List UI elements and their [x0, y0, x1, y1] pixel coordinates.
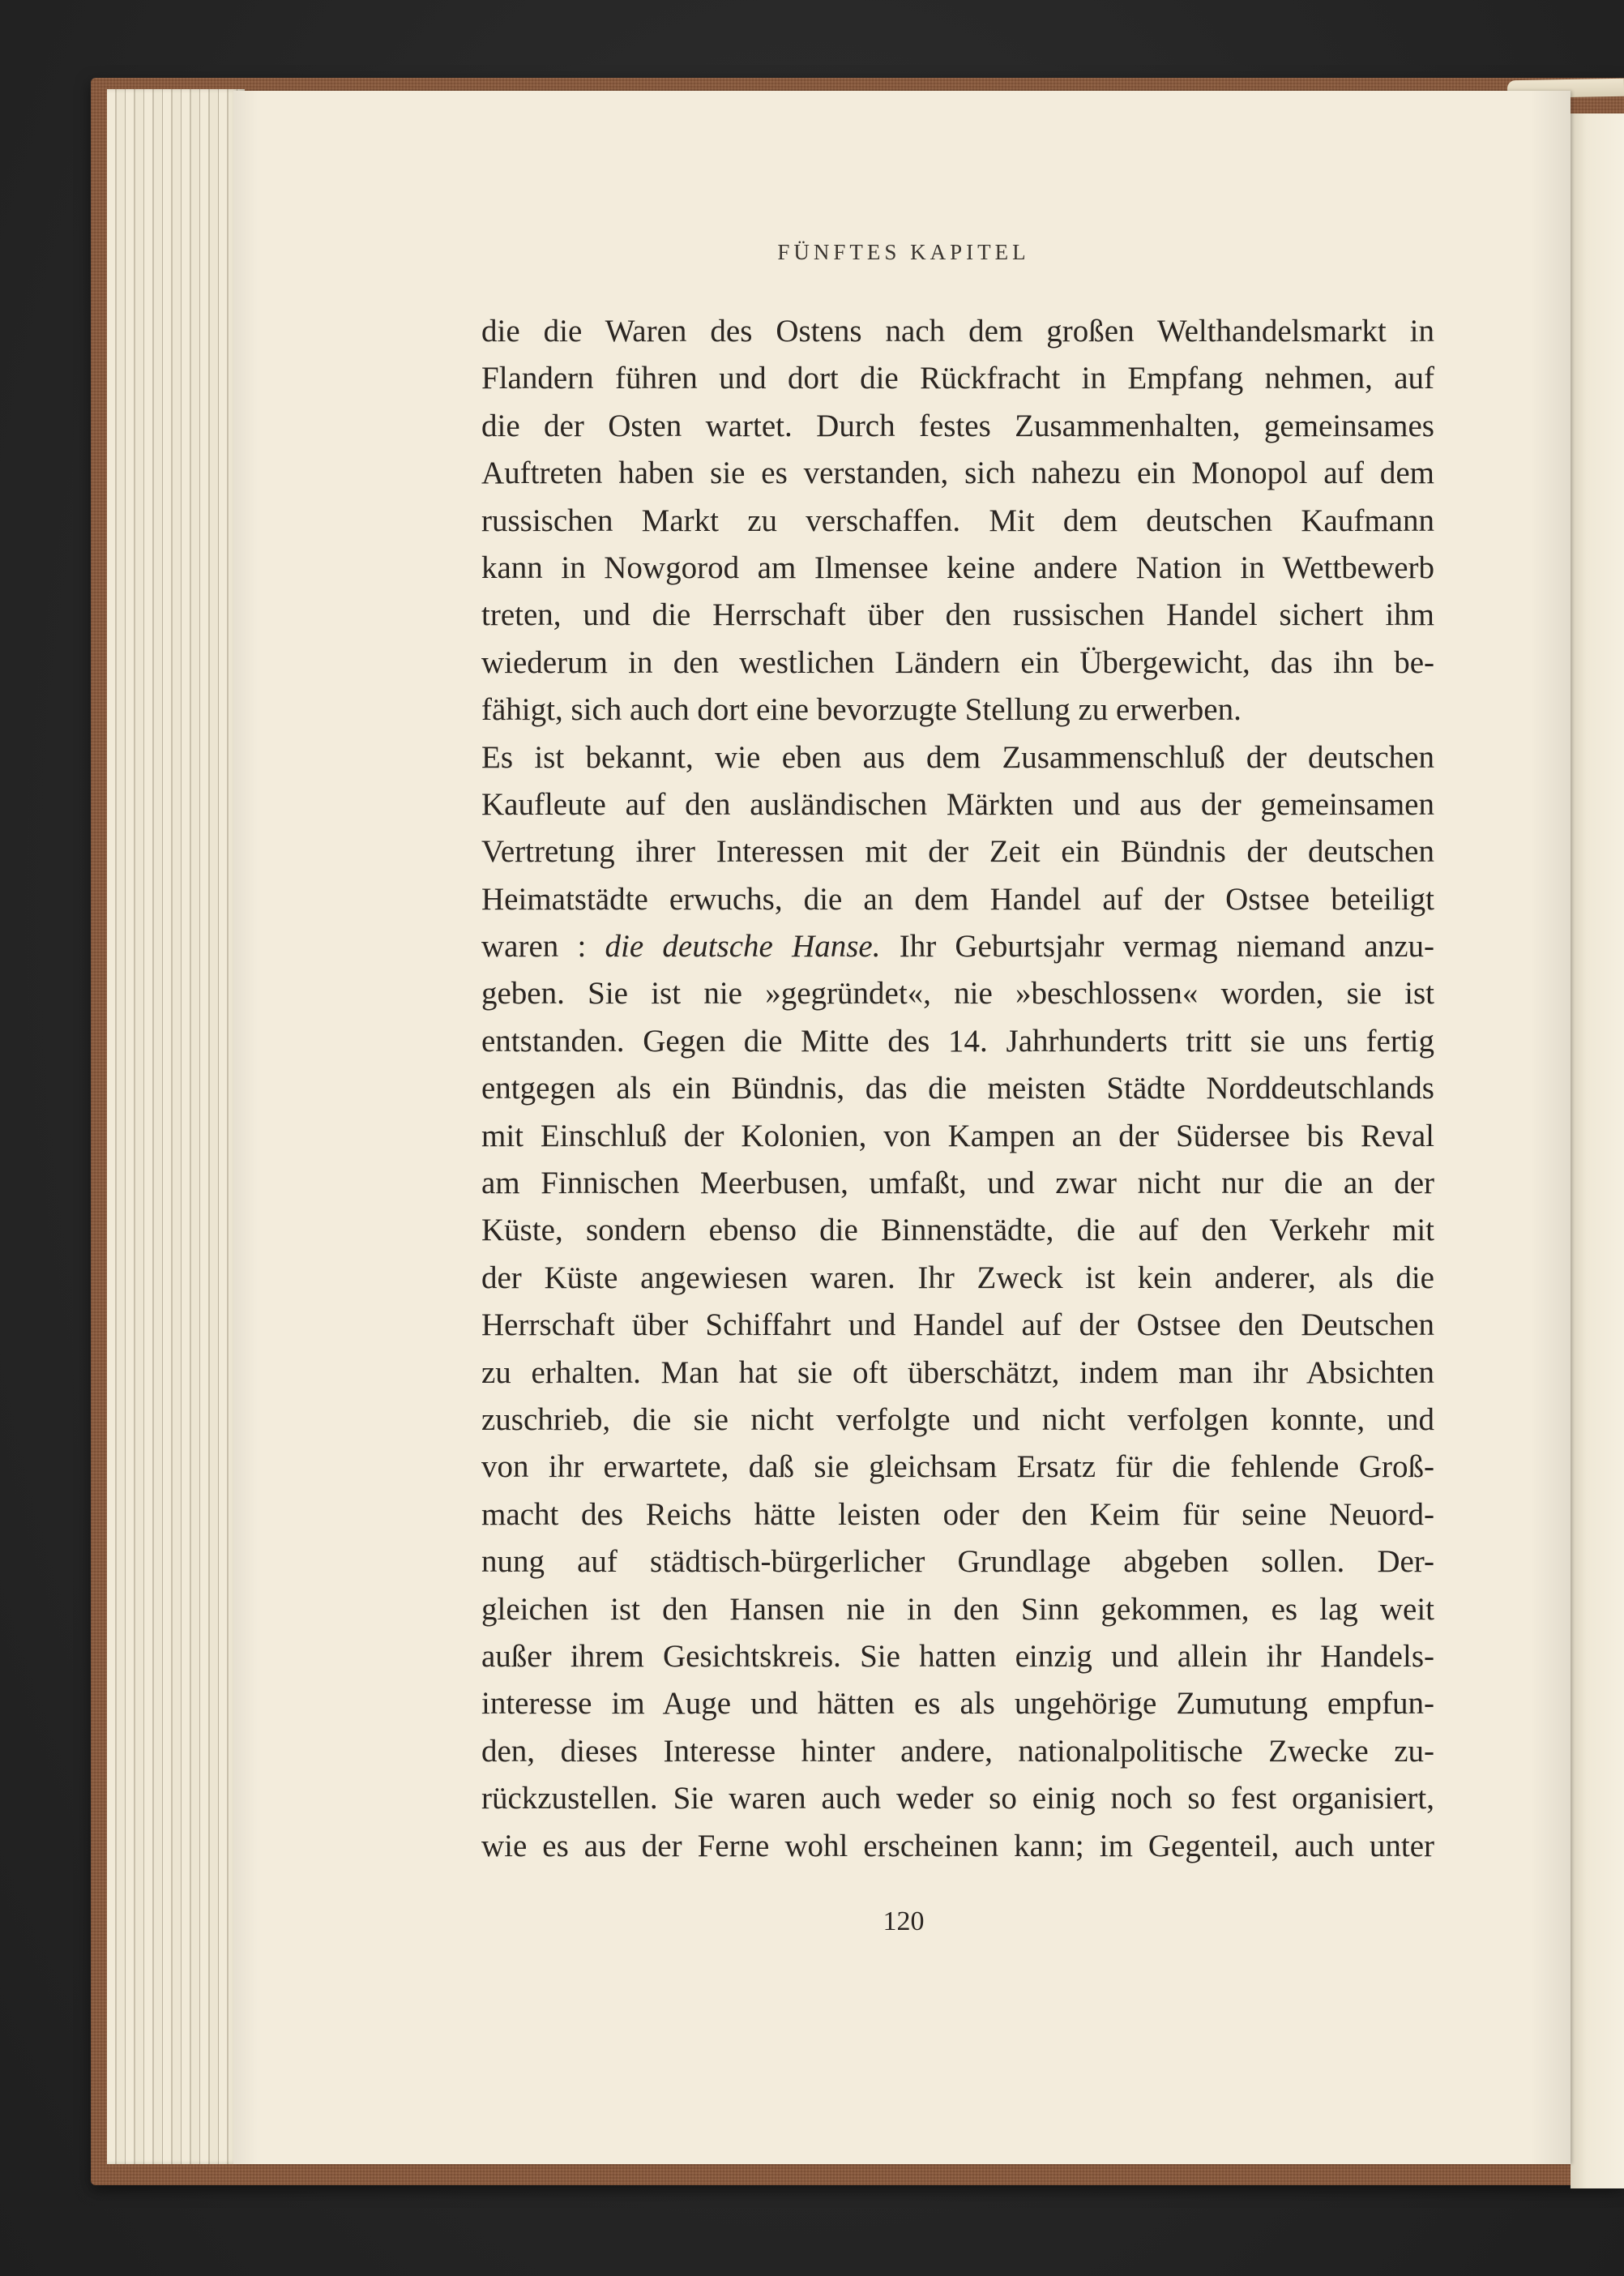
- text-line: die die Waren des Ostens nach dem großen Welthandelsmarkt in: [481, 314, 1434, 349]
- text-line: treten, und die Herrschaft über den russischen Handel sichert ihm: [481, 597, 1434, 633]
- text-segment: Ihr Geburtsjahr vermag niemand anzu-: [880, 929, 1434, 965]
- text-line: russischen Markt zu verschaffen. Mit dem deutschen Kaufmann: [481, 503, 1434, 538]
- text-segment: waren :: [481, 929, 605, 965]
- text-line: wie es aus der Ferne wohl erscheinen kann; im Gegenteil, auch unter: [481, 1828, 1434, 1863]
- text-line: mit Einschluß der Kolonien, von Kampen an der Südersee bis Reval: [481, 1118, 1434, 1153]
- text-line: gleichen ist den Hansen nie in den Sinn gekommen, es lag weit: [481, 1591, 1434, 1627]
- text-line: Vertretung ihrer Interessen mit der Zeit ein Bündnis der deutschen: [481, 834, 1434, 870]
- text-line: interesse im Auge und hätten es als ungehörige Zumutung empfun-: [481, 1686, 1434, 1722]
- text-line: [481, 923, 1434, 970]
- text-line: der Küste angewiesen waren. Ihr Zweck ist kein anderer, als die: [481, 1260, 1434, 1295]
- text-line: am Finnischen Meerbusen, umfaßt, und zwar nicht nur die an der: [481, 1166, 1434, 1201]
- text-line: nung auf städtisch-bürgerlicher Grundlage abgeben sollen. Der-: [481, 1544, 1434, 1580]
- running-header: FÜNFTES KAPITEL: [777, 240, 1030, 264]
- text-line: macht des Reichs hätte leisten oder den Keim für seine Neuord-: [481, 1496, 1434, 1532]
- text-line: zu erhalten. Man hat sie oft überschätzt, indem man ihr Absichten: [481, 1354, 1434, 1390]
- text-line: Heimatstädte erwuchs, die an dem Handel auf der Ostsee beteiligt: [481, 881, 1434, 917]
- text-line: kann in Nowgorod am Ilmensee keine andere Nation in Wettbewerb: [481, 550, 1434, 585]
- text-line: Küste, sondern ebenso die Binnenstädte, die auf den Verkehr mit: [481, 1213, 1434, 1248]
- page-number: 120: [883, 1906, 925, 1936]
- next-page-edge: [1571, 113, 1624, 2188]
- text-line: den, dieses Interesse hinter andere, nationalpolitische Zwecke zu-: [481, 1733, 1434, 1769]
- text-line: entgegen als ein Bündnis, das die meisten Städte Norddeutschlands: [481, 1071, 1434, 1106]
- text-line: rückzustellen. Sie waren auch weder so einig noch so fest organisiert,: [481, 1781, 1434, 1816]
- text-line: Herrschaft über Schiffahrt und Handel auf der Ostsee den Deutschen: [481, 1307, 1434, 1343]
- text-line: Kaufleute auf den ausländischen Märkten und aus der gemeinsamen: [481, 786, 1434, 822]
- text-line: entstanden. Gegen die Mitte des 14. Jahrhunderts tritt sie uns fertig: [481, 1023, 1434, 1059]
- body-text: [481, 308, 1434, 1870]
- text-line: außer ihrem Gesichtskreis. Sie hatten einzig und allein ihr Handels-: [481, 1638, 1434, 1674]
- text-line: zuschrieb, die sie nicht verfolgte und nicht verfolgen konnte, und: [481, 1401, 1434, 1437]
- page-edges: [107, 89, 245, 2164]
- text-line: fähigt, sich auch dort eine bevorzugte Stellung zu erwerben.: [481, 692, 1242, 728]
- text-line: von ihr erwartete, daß sie gleichsam Ersatz für die fehlende Groß-: [481, 1449, 1434, 1485]
- text-line: Es ist bekannt, wie eben aus dem Zusammenschluß der deutschen: [481, 739, 1434, 775]
- text-line: geben. Sie ist nie »gegründet«, nie »beschlossen« worden, sie ist: [481, 976, 1434, 1012]
- text-line: Auftreten haben sie es verstanden, sich nahezu ein Monopol auf dem: [481, 456, 1434, 491]
- italic-title: die deutsche Hanse.: [605, 929, 881, 965]
- text-line: Flandern führen und dort die Rückfracht in Empfang nehmen, auf: [481, 361, 1434, 396]
- text-line: die der Osten wartet. Durch festes Zusammenhalten, gemeinsames: [481, 408, 1434, 443]
- text-line: wiederum in den westlichen Ländern ein Übergewicht, das ihn be-: [481, 644, 1434, 680]
